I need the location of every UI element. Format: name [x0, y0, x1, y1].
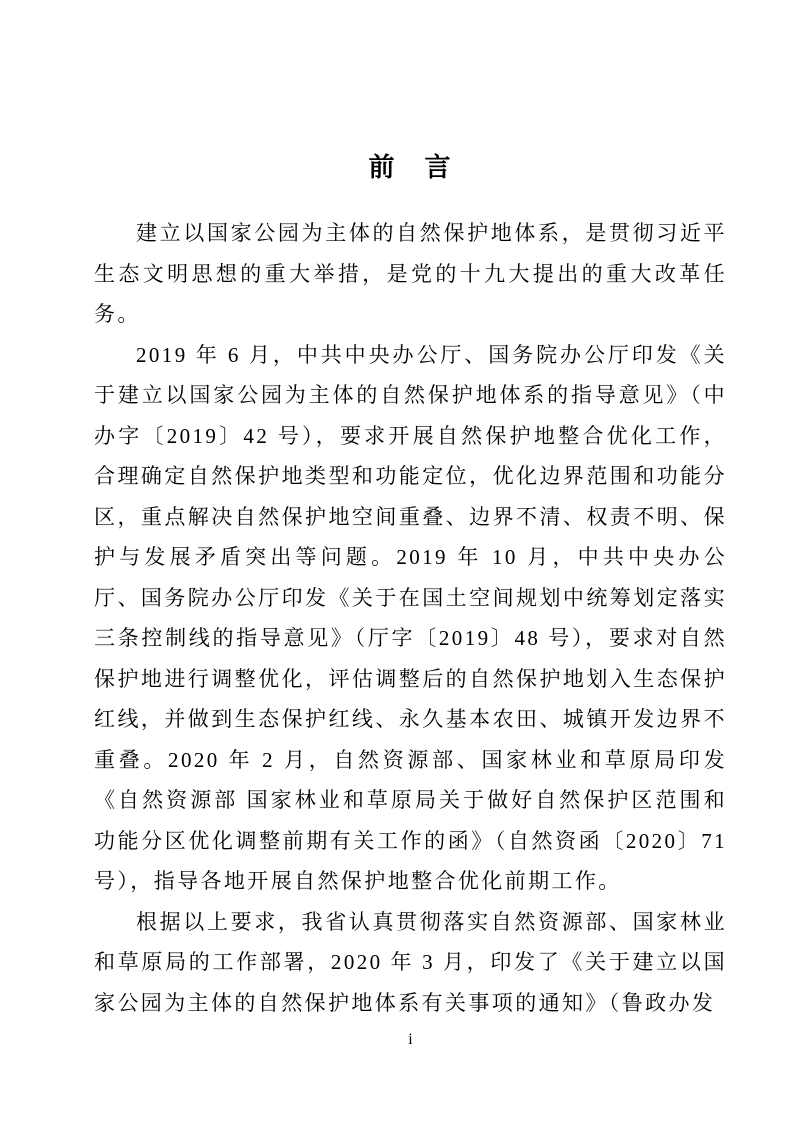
- page-title: 前 言: [368, 152, 453, 182]
- document-body: [94, 213, 727, 1023]
- paragraph: 2019 年 6 月，中共中央办公厅、国务院办公厅印发《关于建立以国家公园为主体的自然保护地体系的指导意见》（中办字〔2019〕42 号），要求开展自然保护地整合优化工作，合理确定自然保护地类型和功能定位，优化边界范围和功能分区，重点解决自然保护地空间重叠、边界不清、权责不明、保护与发展矛盾突出等问题。2019 年 10 月，中共中央办公厅、国务院办公厅印发《关于在国土空间规划中统筹划定落实三条控制线的指导意见》（厅字〔2019〕48 号），要求对自然保护地进行调整优化，评估调整后的自然保护地划入生态保护红线，并做到生态保护红线、永久基本农田、城镇开发边界不重叠。2020 年 2 月，自然资源部、国家林业和草原局印发《自然资源部 国家林业和草原局关于做好自然保护区范围和功能分区优化调整前期有关工作的函》（自然资函〔2020〕71 号），指导各地开展自然保护地整合优化前期工作。: [94, 342, 727, 893]
- paragraph: 建立以国家公园为主体的自然保护地体系，是贯彻习近平生态文明思想的重大举措，是党的十九大提出的重大改革任务。: [94, 221, 727, 326]
- paragraph: 根据以上要求，我省认真贯彻落实自然资源部、国家林业和草原局的工作部署，2020 年 3 月，印发了《关于建立以国家公园为主体的自然保护地体系有关事项的通知》（鲁政办发: [94, 909, 727, 1015]
- page-number: i: [408, 1031, 413, 1048]
- text-column: [94, 0, 727, 1023]
